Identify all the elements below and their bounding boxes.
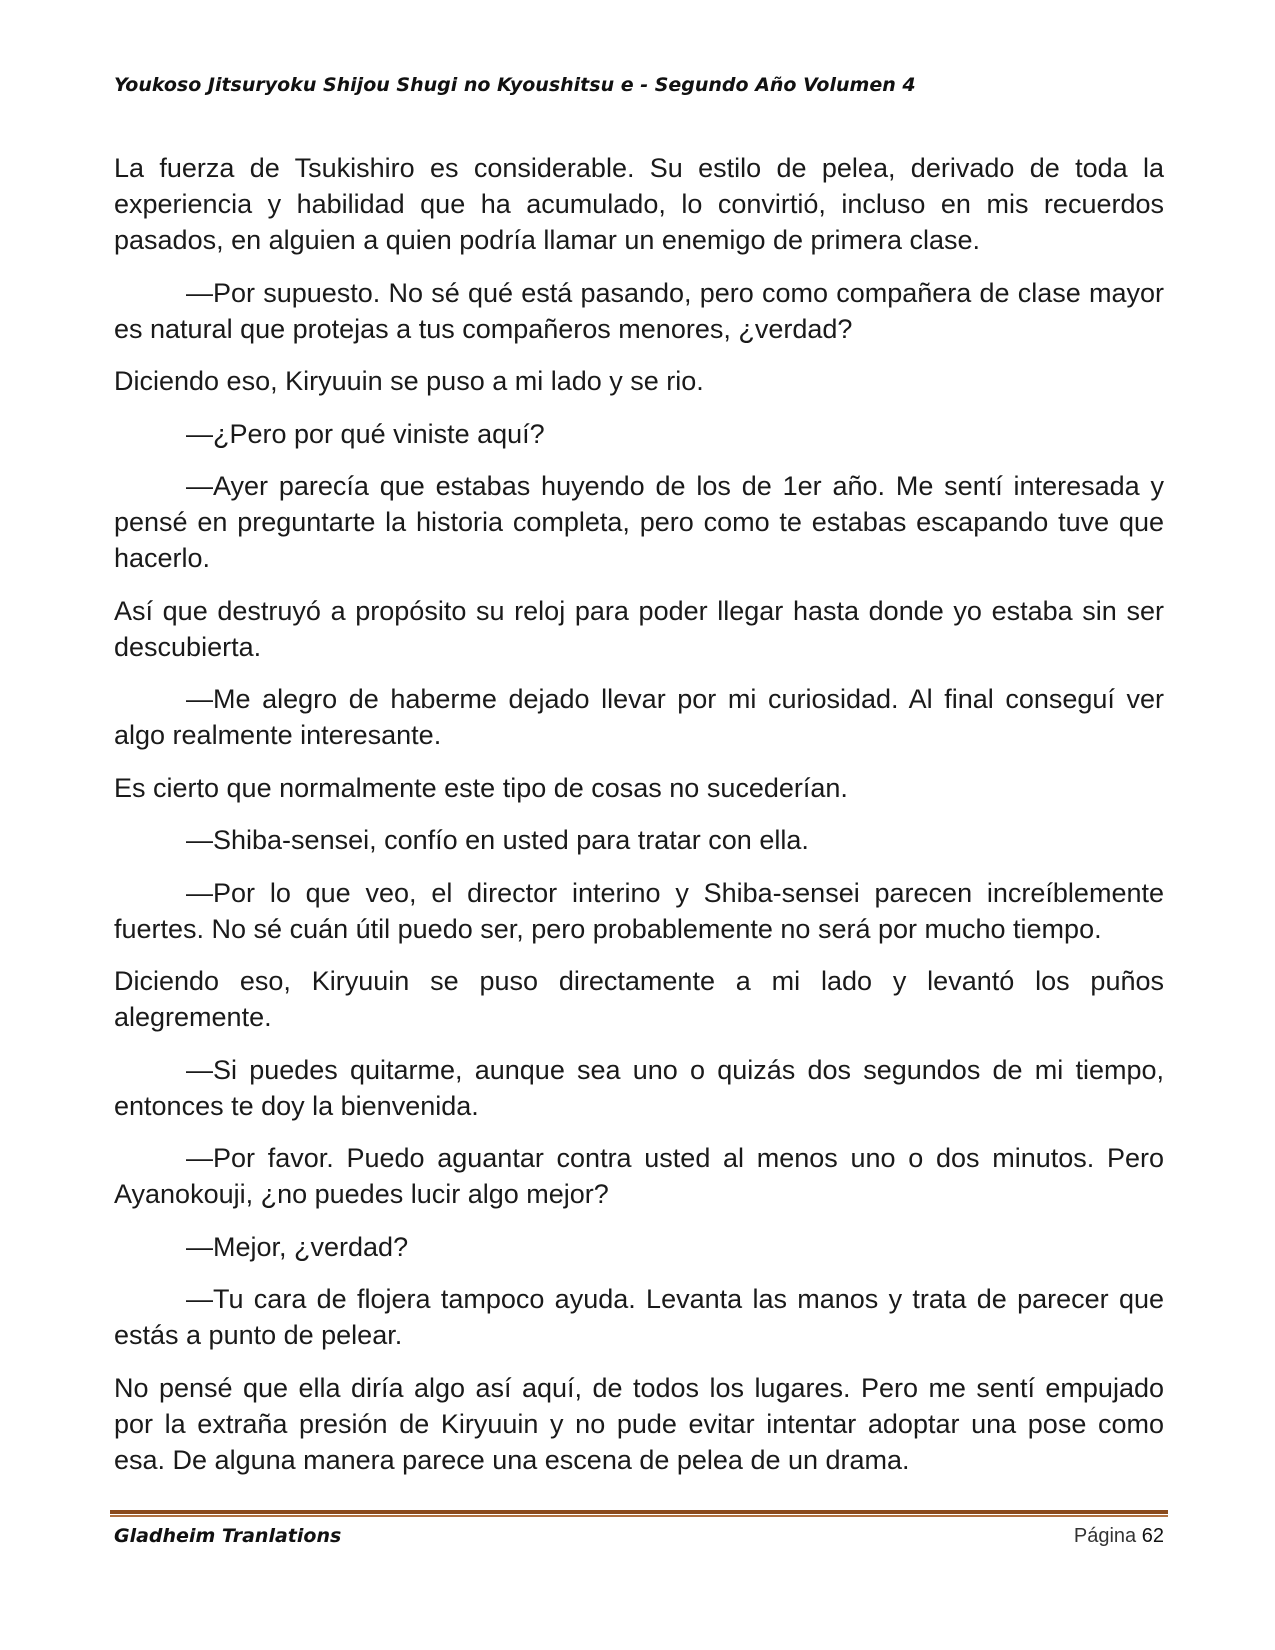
footer-divider <box>110 1510 1168 1518</box>
dialog-paragraph: —Shiba-sensei, confío en usted para tratar con ella. <box>186 825 809 855</box>
dialog-paragraph: —Por lo que veo, el director interino y Shiba-sensei parecen increíblemente fuertes. No sé cuán útil puedo ser, pero probablemente no será por mucho tiempo. <box>114 877 1164 944</box>
dialog-paragraph: —Ayer parecía que estabas huyendo de los de 1er año. Me sentí interesada y pensé en preguntarte la historia completa, pero como te estabas escapando tuve que hacerlo. <box>114 471 1164 573</box>
running-header: Youkoso Jitsuryoku Shijou Shugi no Kyoushitsu e - Segundo Año Volumen 4 <box>114 74 916 96</box>
page-number-label <box>1074 1525 1164 1548</box>
dialog-paragraph: —Mejor, ¿verdad? <box>186 1231 409 1262</box>
dialog-paragraph: —Por supuesto. No sé qué está pasando, pero como compañera de clase mayor es natural que protejas a tus compañeros menores, ¿verdad? <box>114 277 1164 344</box>
dialog-paragraph: —Si puedes quitarme, aunque sea uno o quizás dos segundos de mi tiempo, entonces te doy la bienvenida. <box>114 1054 1164 1121</box>
paragraph: Así que destruyó a propósito su reloj para poder llegar hasta donde yo estaba sin ser descubierta. <box>114 595 1164 662</box>
paragraph: Diciendo eso, Kiryuuin se puso a mi lado y se rio. <box>114 366 704 396</box>
page-number: 62 <box>1141 1525 1164 1547</box>
paragraph: No pensé que ella diría algo así aquí, de todos los lugares. Pero me sentí empujado por la extraña presión de Kiryuuin y no pude evitar intentar adoptar una pose como esa. De alguna manera parece una escena de pelea de un drama. <box>114 1372 1164 1475</box>
page-label: Página <box>1073 1525 1137 1547</box>
dialog-paragraph: —Me alegro de haberme dejado llevar por mi curiosidad. Al final conseguí ver algo realmente interesante. <box>114 684 1164 750</box>
dialog-paragraph: —Tu cara de flojera tampoco ayuda. Levanta las manos y trata de parecer que estás a punto de pelear. <box>114 1284 1164 1350</box>
footer-divider-thick <box>110 1510 1168 1514</box>
dialog-paragraph: —¿Pero por qué viniste aquí? <box>186 418 545 449</box>
paragraph: La fuerza de Tsukishiro es considerable. Su estilo de pelea, derivado de toda la experiencia y habilidad que ha acumulado, lo convirtió, incluso en mis recuerdos pasados, en alguien a quien podría llamar un enemigo de primera clase. <box>114 153 1164 255</box>
paragraph: Diciendo eso, Kiryuuin se puso directamente a mi lado y levantó los puños alegremente. <box>114 966 1164 1032</box>
footer-divider-thin <box>110 1515 1168 1517</box>
page-body <box>114 150 1164 1494</box>
dialog-paragraph: —Por favor. Puedo aguantar contra usted al menos uno o dos minutos. Pero Ayanokouji, ¿no puedes lucir algo mejor? <box>114 1143 1164 1209</box>
paragraph: Es cierto que normalmente este tipo de cosas no sucederían. <box>114 772 848 803</box>
footer-group-name: Gladheim Tranlations <box>114 1525 342 1547</box>
